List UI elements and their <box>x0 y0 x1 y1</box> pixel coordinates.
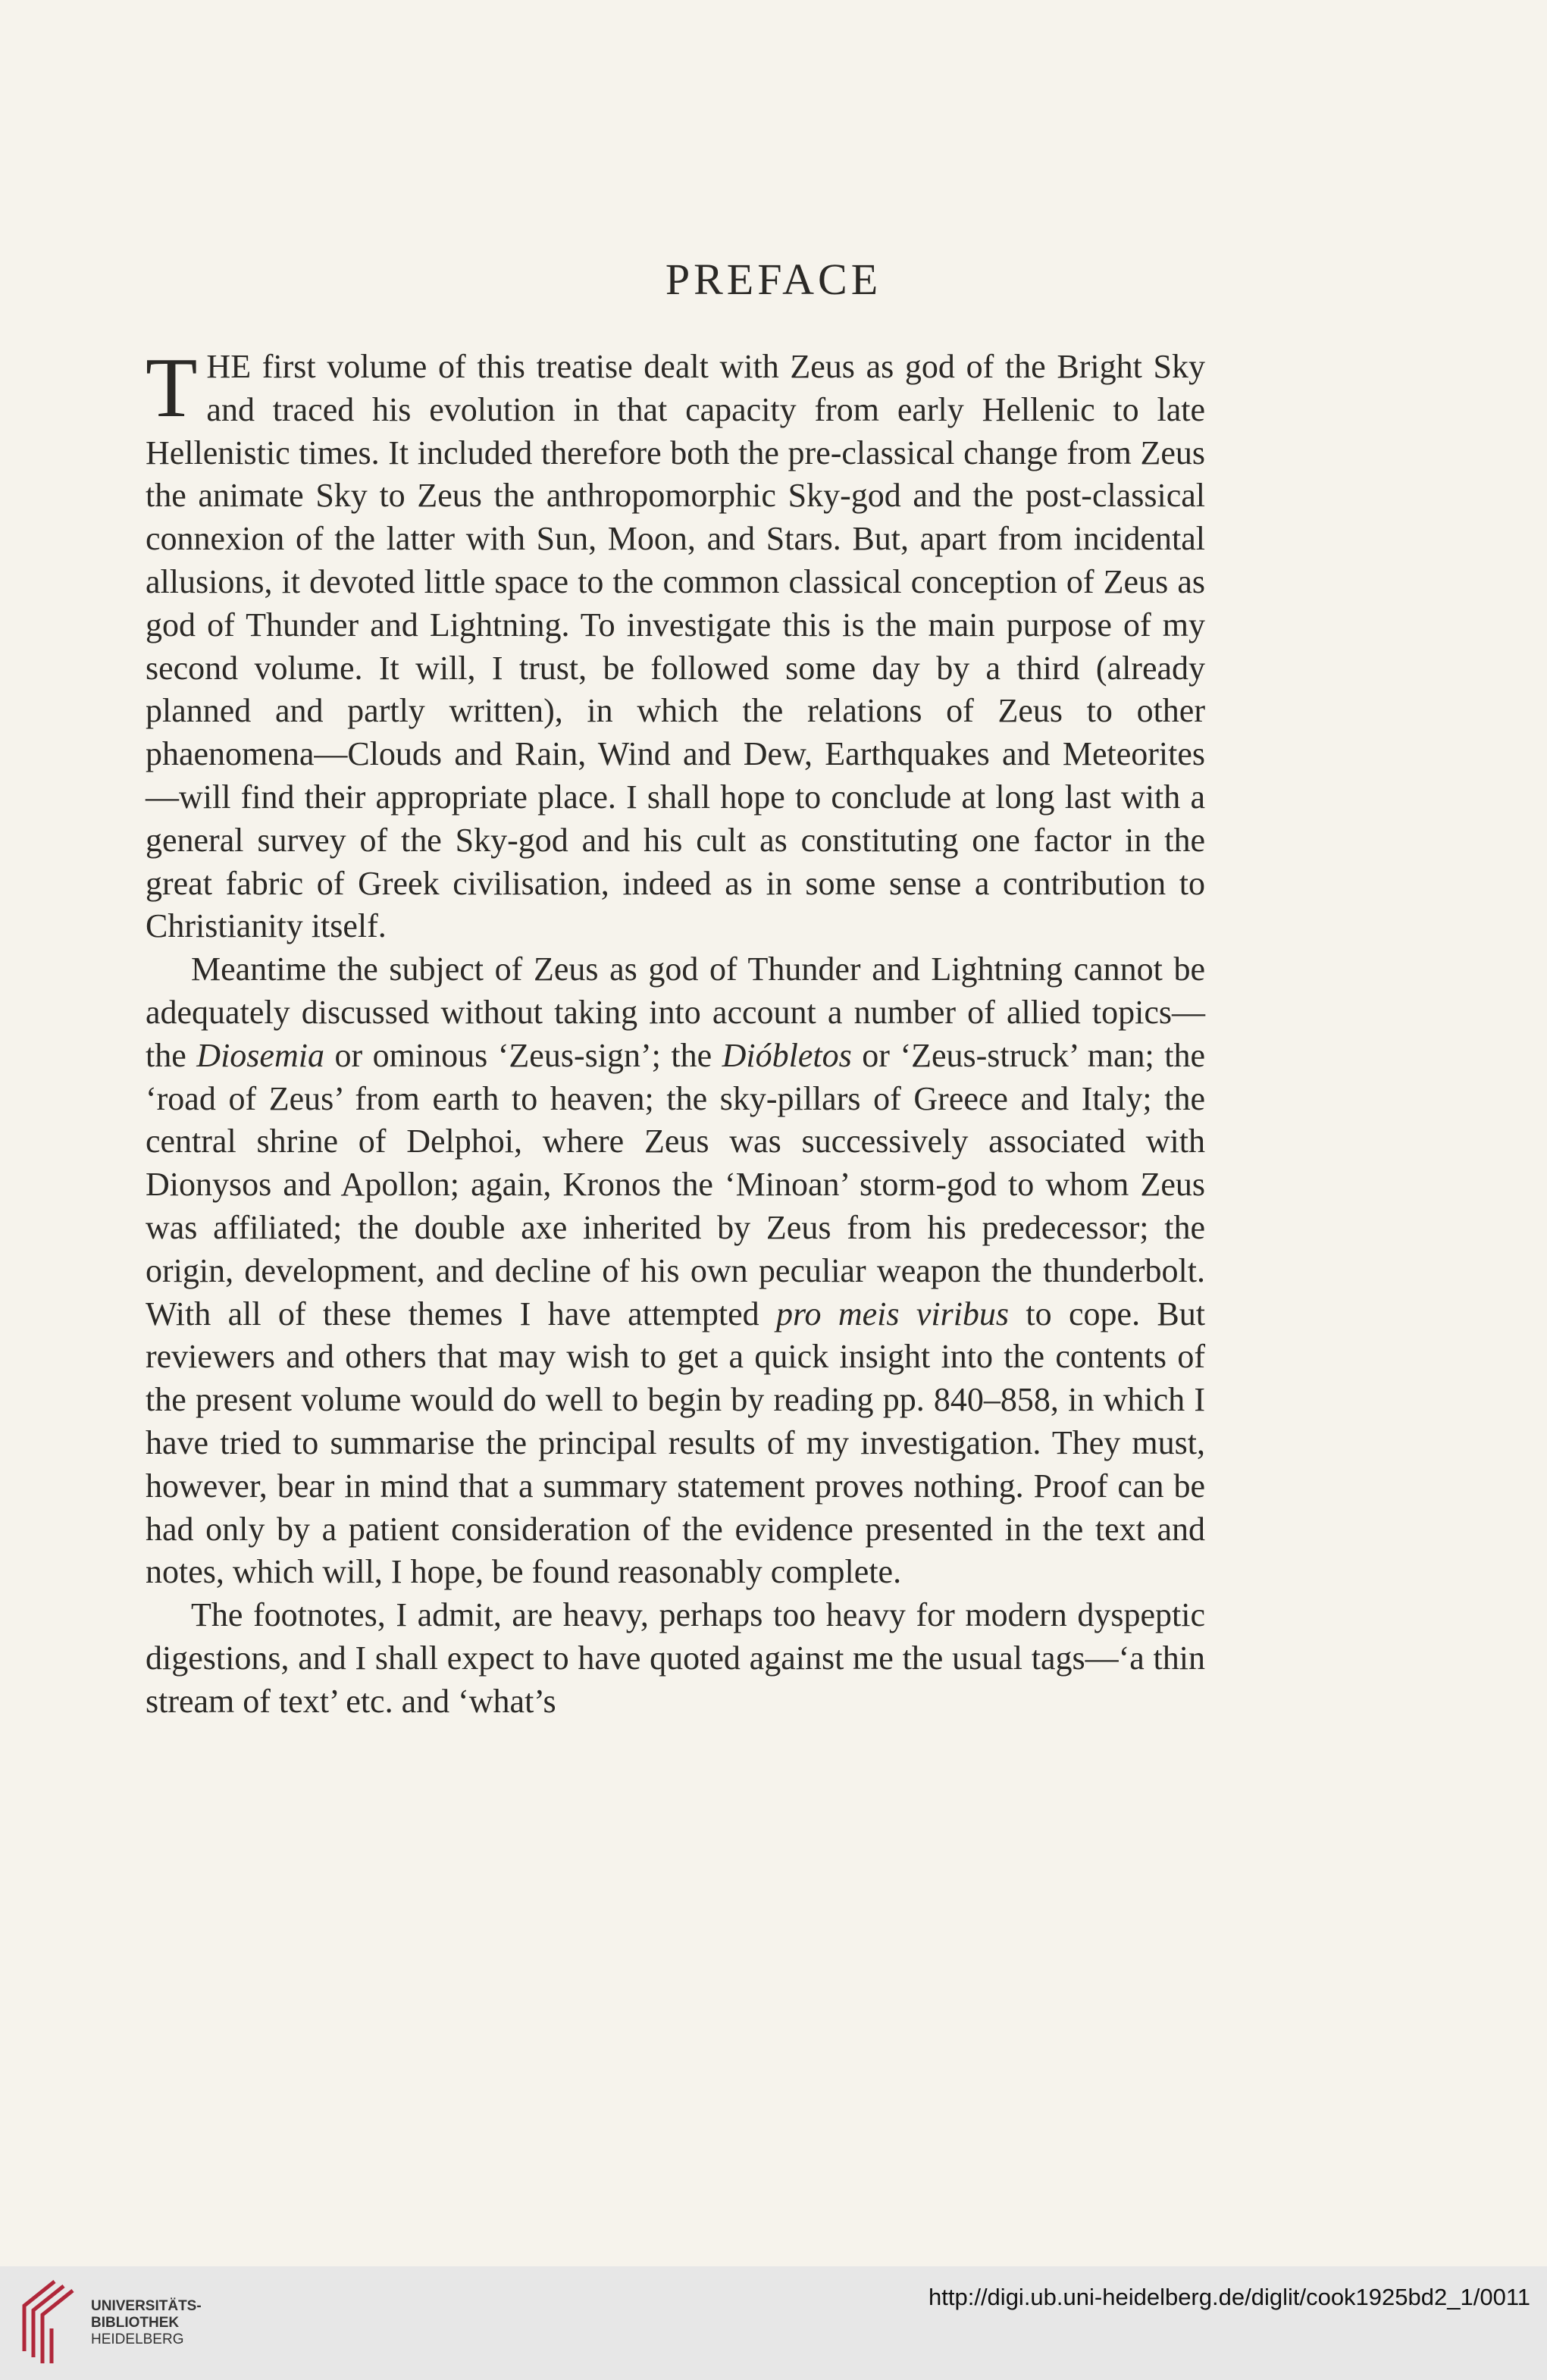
paragraph-2-part-c: or ‘Zeus-struck’ man; the ‘road of Zeus’ from earth to heaven; the sky-pillars of Greece and Italy; the central shrine of Delphoi, where Zeus was successively associated with Dionysos and Apollon; again, Kronos the ‘Minoan’ storm-god to whom Zeus was affiliated; the double axe inherited by Zeus from his predecessor; the origin, development, and decline of his own peculiar weapon the thunderbolt. With all of these themes I have attempted <box>146 1036 1205 1332</box>
italic-diosemia: Diosemia <box>196 1036 324 1074</box>
library-name-line-2: BIBLIOTHEK <box>91 2315 180 2331</box>
paragraph-2-part-b: or ominous ‘Zeus-sign’; the <box>324 1036 722 1074</box>
paragraph-2-part-d: to cope. But reviewers and others that may wish to get a quick insight into the contents of the present volume would do well to begin by reading pp. 840–858, in which I have tried to summarise the principal results of my investigation. They must, however, bear in mind that a summary statement proves nothing. Proof can be had only by a patient consideration of the evidence presented in the text and notes, which will, I hope, be found reasonably complete. <box>146 1295 1205 1591</box>
italic-pro-meis-viribus: pro meis viribus <box>775 1295 1010 1332</box>
paragraph-3: The footnotes, I admit, are heavy, perhaps too heavy for modern dyspeptic digestions, and I shall expect to have quoted against me the usual tags—‘a thin stream of text’ etc. and ‘what’s <box>146 1596 1205 1720</box>
paragraph-1 <box>146 341 1205 948</box>
ub-heidelberg-logo-icon[interactable] <box>17 2275 85 2366</box>
source-url-link[interactable]: http://digi.ub.uni-heidelberg.de/diglit/cook1925bd2_1/0011 <box>929 2284 1530 2310</box>
body-text <box>146 341 1205 1724</box>
drop-cap: T <box>146 341 198 435</box>
library-name <box>91 2298 202 2348</box>
paragraph-2 <box>146 948 1205 1594</box>
italic-dibletos: Dióbletos <box>722 1036 852 1074</box>
paragraph-2-part-a: Meantime the subject of Zeus as god of Thunder and Lightning cannot be adequately discussed without taking into account a number of allied topics—the <box>146 950 1205 1074</box>
library-name-line-1: UNIVERSITÄTS- <box>91 2298 202 2314</box>
page-title: PREFACE <box>665 255 882 304</box>
library-footer <box>0 2266 1547 2380</box>
paragraph-1-text: HE first volume of this treatise dealt with Zeus as god of the Bright Sky and traced his evolution in that capacity from early Hellenic to late Hellenistic times. It included therefore both the pre-classical change from Zeus the animate Sky to Zeus the anthropomorphic Sky-god and the post-classical connexion of the latter with Sun, Moon, and Stars. But, apart from incidental allusions, it devoted little space to the common classical conception of Zeus as god of Thunder and Lightning. To investigate this is the main purpose of my second volume. It will, I trust, be followed some day by a third (already planned and partly written), in which the relations of Zeus to other phaenomena—Clouds and Rain, Wind and Dew, Earthquakes and Meteorites—will find their appropriate place. I shall hope to conclude at long last with a general survey of the Sky-god and his cult as constituting one factor in the great fabric of Greek civilisation, indeed as in some sense a contribution to Christianity itself. <box>146 348 1205 945</box>
library-name-line-3: HEIDELBERG <box>91 2331 184 2347</box>
